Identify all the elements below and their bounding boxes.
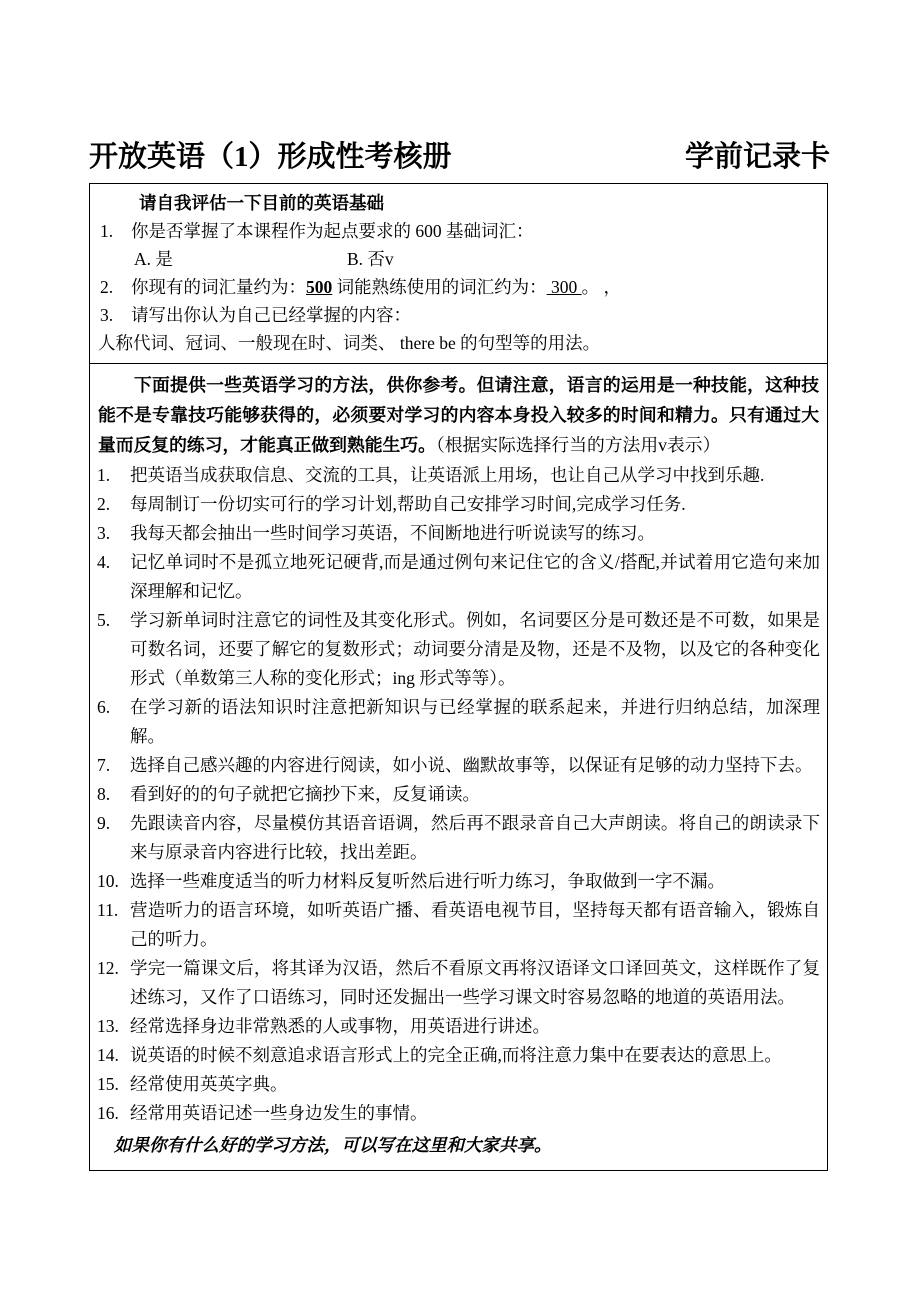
list-item[interactable] bbox=[97, 1041, 820, 1070]
list-item-number: 6. bbox=[97, 697, 111, 717]
list-item[interactable] bbox=[97, 548, 820, 606]
list-item[interactable] bbox=[97, 490, 820, 519]
question-3-answer-field[interactable]: 人称代词、冠词、一般现在时、词类、 there be 的句型等的用法。 bbox=[98, 333, 601, 353]
list-item[interactable] bbox=[97, 896, 820, 954]
question-2-middle: 词能熟练使用的词汇约为： bbox=[332, 277, 547, 297]
list-item[interactable] bbox=[97, 461, 820, 490]
list-item[interactable] bbox=[97, 1099, 820, 1128]
list-item[interactable] bbox=[97, 867, 820, 896]
list-item-number: 1. bbox=[97, 465, 111, 485]
list-item-text: 每周制订一份切实可行的学习计划,帮助自己安排学习时间,完成学习任务. bbox=[130, 494, 686, 514]
list-item-text: 经常使用英英字典。 bbox=[130, 1074, 288, 1094]
list-item[interactable] bbox=[97, 693, 820, 751]
list-item-text: 我每天都会抽出一些时间学习英语，不间断地进行听说读写的练习。 bbox=[130, 523, 655, 543]
list-item-text: 看到好的的句子就把它摘抄下来，反复诵读。 bbox=[130, 784, 480, 804]
question-3-row bbox=[97, 301, 820, 329]
list-item-number: 12. bbox=[97, 958, 119, 978]
list-item-number: 7. bbox=[97, 755, 111, 775]
document-header bbox=[89, 124, 830, 172]
methods-intro bbox=[97, 369, 820, 460]
list-item-text: 先跟读音内容，尽量模仿其语音语调，然后再不跟录音自己大声朗读。将自己的朗读录下来与原录音内容进行比较，找出差距。 bbox=[130, 813, 820, 862]
self-assessment-heading: 请自我评估一下目前的英语基础 bbox=[139, 193, 384, 213]
list-item-number: 10. bbox=[97, 871, 119, 891]
list-item-number: 3. bbox=[97, 523, 111, 543]
list-item[interactable] bbox=[97, 1070, 820, 1099]
list-item-text: 选择自己感兴趣的内容进行阅读，如小说、幽默故事等，以保证有足够的动力坚持下去。 bbox=[130, 755, 813, 775]
list-item-number: 13. bbox=[97, 1016, 119, 1036]
list-item-text: 记忆单词时不是孤立地死记硬背,而是通过例句来记住它的含义/搭配,并试着用它造句来加深理解和记忆。 bbox=[130, 552, 820, 601]
list-item[interactable] bbox=[97, 751, 820, 780]
question-1-text: 你是否掌握了本课程作为起点要求的 600 基础词汇： bbox=[131, 221, 534, 241]
vocabulary-active-field[interactable]: 300 bbox=[546, 277, 582, 297]
list-item[interactable] bbox=[97, 954, 820, 1012]
methods-list bbox=[97, 461, 820, 1128]
question-3-number: 3. bbox=[100, 305, 114, 325]
methods-cell bbox=[90, 364, 827, 1170]
list-item[interactable] bbox=[97, 780, 820, 809]
page-title: 开放英语（1）形成性考核册 bbox=[89, 141, 452, 173]
list-item-number: 9. bbox=[97, 813, 111, 833]
list-item-number: 11. bbox=[97, 900, 119, 920]
list-item-text: 在学习新的语法知识时注意把新知识与已经掌握的联系起来，并进行归纳总结，加深理解。 bbox=[130, 697, 820, 746]
question-3-text: 请写出你认为自己已经掌握的内容： bbox=[131, 305, 411, 325]
list-item[interactable] bbox=[97, 519, 820, 548]
list-item-number: 5. bbox=[97, 610, 111, 630]
list-item-text: 学习新单词时注意它的词性及其变化形式。例如，名词要区分是可数还是不可数，如果是可数名词，还要了解它的复数形式；动词要分清是及物，还是不及物，以及它的各种变化形式（单数第三人称的变化形式；ing 形式等等）。 bbox=[130, 610, 820, 688]
option-a[interactable]: A. 是 bbox=[134, 249, 173, 269]
list-item-text: 选择一些难度适当的听力材料反复听然后进行听力练习，争取做到一字不漏。 bbox=[130, 871, 725, 891]
question-2-prefix: 你现有的词汇量约为： bbox=[131, 277, 306, 297]
question-1-options bbox=[97, 245, 820, 273]
list-item-number: 15. bbox=[97, 1074, 119, 1094]
methods-closing-note: 如果你有什么好的学习方法，可以写在这里和大家共享。 bbox=[114, 1135, 552, 1155]
methods-intro-note: （根据实际选择行当的方法用v表示） bbox=[435, 435, 721, 455]
list-item-text: 把英语当成获取信息、交流的工具，让英语派上用场，也让自己从学习中找到乐趣. bbox=[130, 465, 765, 485]
list-item-number: 16. bbox=[97, 1103, 119, 1123]
list-item[interactable] bbox=[97, 1012, 820, 1041]
option-b[interactable]: B. 否v bbox=[347, 249, 394, 269]
question-2-suffix: 。 ， bbox=[581, 277, 621, 297]
list-item-text: 说英语的时候不刻意追求语言形式上的完全正确,而将注意力集中在要表达的意思上。 bbox=[130, 1045, 782, 1065]
list-item-text: 学完一篇课文后，将其译为汉语，然后不看原文再将汉语译文口译回英文，这样既作了复述练习，又作了口语练习，同时还发掘出一些学习课文时容易忽略的地道的英语用法。 bbox=[130, 958, 820, 1007]
list-item[interactable] bbox=[97, 809, 820, 867]
list-item-number: 8. bbox=[97, 784, 111, 804]
list-item-text: 经常用英语记述一些身边发生的事情。 bbox=[130, 1103, 428, 1123]
list-item-number: 2. bbox=[97, 494, 111, 514]
list-item-text: 经常选择身边非常熟悉的人或事物，用英语进行讲述。 bbox=[130, 1016, 550, 1036]
vocabulary-total-field[interactable]: 500 bbox=[306, 277, 333, 297]
question-1-number: 1. bbox=[100, 221, 114, 241]
form-table bbox=[89, 183, 828, 1171]
question-2-number: 2. bbox=[100, 277, 114, 297]
question-2-text bbox=[131, 273, 820, 301]
page-subtitle: 学前记录卡 bbox=[684, 141, 830, 173]
question-1-row bbox=[97, 217, 820, 245]
list-item[interactable] bbox=[97, 606, 820, 693]
methods-intro-text: 下面提供一些英语学习的方法，供你参考。但请注意，语言的运用是一种技能，这种技能不是专靠技巧能够获得的，必须要对学习的内容本身投入较多的时间和精力。只有通过大量而反复的练习，才能真正做到熟能生巧。 bbox=[98, 375, 819, 455]
question-2-row bbox=[97, 273, 820, 301]
list-item-number: 4. bbox=[97, 552, 111, 572]
list-item-text: 营造听力的语言环境，如听英语广播、看英语电视节目，坚持每天都有语音输入，锻炼自己的听力。 bbox=[130, 900, 820, 949]
list-item-number: 14. bbox=[97, 1045, 119, 1065]
self-assessment-cell bbox=[90, 184, 827, 364]
